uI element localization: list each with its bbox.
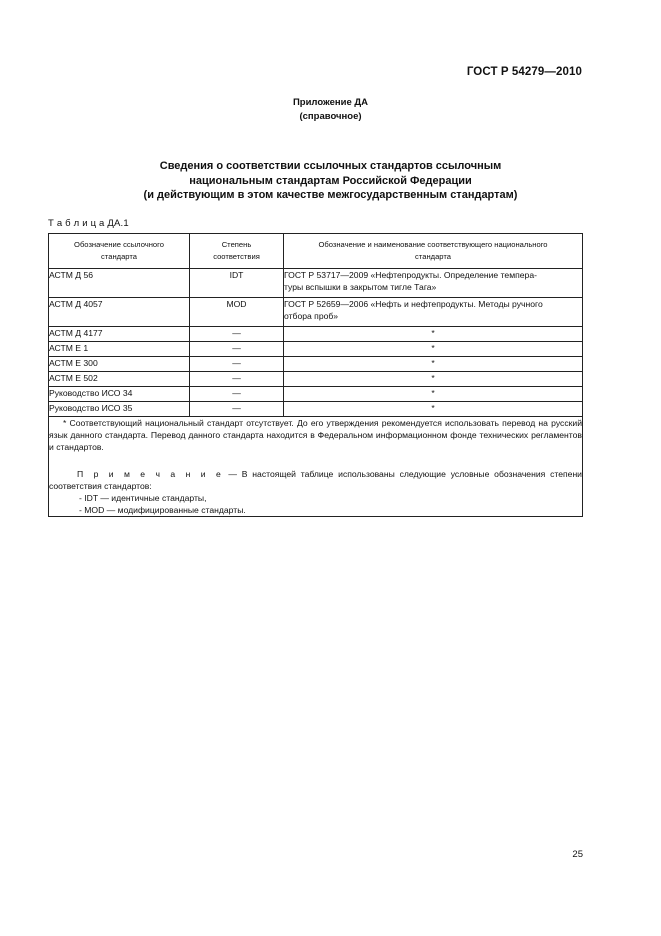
cell-designation: АСТМ Д 4177 [49,327,190,342]
cell-degree: — [190,327,284,342]
table-notes-row [49,417,583,517]
note-item: - IDT — идентичные стандарты, [79,493,207,504]
cell-national-standard: ГОСТ Р 52659—2006 «Нефть и нефтепродукты. Методы ручного отбора проб» [284,298,583,327]
cell-designation: АСТМ Д 4057 [49,298,190,327]
cell-designation: АСТМ Д 56 [49,269,190,298]
table-header-row [49,234,583,269]
cell-degree: IDT [190,269,284,298]
annex-subtitle: (справочное) [299,111,362,122]
cell-degree: — [190,387,284,402]
cell-designation: АСТМ Е 502 [49,372,190,387]
cell-national-standard: * [284,372,583,387]
cell-degree: — [190,357,284,372]
cell-designation: АСТМ Е 300 [49,357,190,372]
cell-national-standard: ГОСТ Р 53717—2009 «Нефтепродукты. Определение темпера- туры вспышки в закрытом тигле Тага» [284,269,583,298]
table-row [49,298,583,327]
document-code: ГОСТ Р 54279—2010 [466,66,582,78]
cell-degree: MOD [190,298,284,327]
title-line: Сведения о соответствии ссылочных стандартов ссылочным [159,160,502,172]
table-row [49,372,583,387]
table-notes [49,417,583,517]
table-row [49,327,583,342]
table-row [49,402,583,417]
table-note [49,468,582,492]
note-text: — В настоящей таблице использованы следующие условные обозначения степени соответствия стандартов: [49,468,582,491]
title-line: (и действующим в этом качестве межгосударственным стандартам) [143,189,518,201]
cell-national-standard: * [284,402,583,417]
note-item: - MOD — модифицированные стандарты. [79,505,246,516]
cell-national-standard: * [284,342,583,357]
cell-degree: — [190,372,284,387]
page-number: 25 [572,849,583,860]
cell-designation: Руководство ИСО 34 [49,387,190,402]
cell-designation: АСТМ Е 1 [49,342,190,357]
column-header-designation: Обозначение ссылочного стандарта [49,234,190,269]
cell-national-standard: * [284,387,583,402]
table-caption: Т а б л и ц а ДА.1 [48,218,129,229]
cell-degree: — [190,402,284,417]
table-row [49,357,583,372]
annex-title: Приложение ДА [292,97,369,108]
cell-degree: — [190,342,284,357]
section-title [0,159,661,203]
table-row [49,387,583,402]
correspondence-table [48,233,583,517]
title-line: национальным стандартам Российской Федерации [189,174,472,187]
table-row [49,342,583,357]
column-header-national-standard: Обозначение и наименование соответствующего национального стандарта [284,234,583,269]
column-header-degree: Степень соответствия [190,234,284,269]
table-row [49,269,583,298]
note-label: П р и м е ч а н и е [77,468,224,479]
cell-national-standard: * [284,357,583,372]
cell-designation: Руководство ИСО 35 [49,402,190,417]
table-footnote: * Соответствующий национальный стандарт отсутствует. До его утверждения рекомендуется использовать перевод на русский язык данного стандарта. Перевод данного стандарта находится в Федеральном информационном фонде технических регламентов и стандартов. [49,418,582,453]
cell-national-standard: * [284,327,583,342]
annex-heading [0,96,661,124]
